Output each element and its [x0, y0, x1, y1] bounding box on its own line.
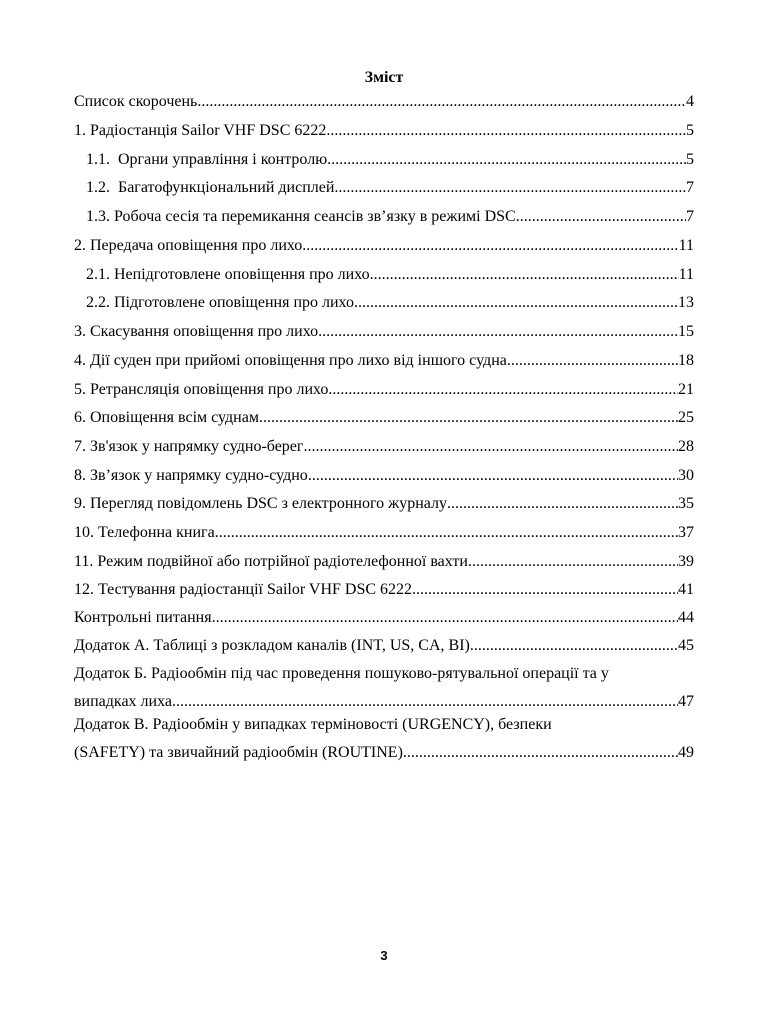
toc-entry-page: 45	[678, 637, 694, 654]
toc-entry[interactable]	[74, 380, 694, 400]
toc-entry-label: 5. Ретрансляція оповіщення про лихо	[74, 381, 329, 398]
dot-leader	[507, 351, 678, 371]
toc-entry[interactable]	[74, 121, 694, 141]
toc-entry-page: 21	[678, 381, 694, 398]
dot-leader	[259, 408, 678, 428]
dot-leader	[370, 265, 679, 285]
toc-entry-label: 12. Тестування радіостанції Sailor VHF DSC 6222	[74, 581, 413, 598]
dot-leader	[328, 380, 678, 400]
toc-entry-label-line1: Додаток Б. Радіообмін під час проведення пошуково-рятувальної операції та у	[74, 665, 609, 682]
toc-entry-label: 8. Зв’язок у напрямку судно-судно	[74, 467, 308, 484]
dot-leader	[412, 580, 678, 600]
toc-entry[interactable]	[74, 494, 694, 514]
dot-leader	[516, 207, 686, 227]
toc-entry-label: 2.2. Підготовлене оповіщення про лихо	[86, 294, 354, 311]
toc-entry[interactable]	[74, 608, 694, 628]
toc-entry[interactable]	[86, 265, 694, 285]
dot-leader	[470, 636, 678, 656]
dot-leader	[197, 92, 686, 112]
dot-leader	[447, 494, 678, 514]
toc-entry[interactable]	[74, 408, 694, 428]
dot-leader	[318, 322, 678, 342]
toc-entry-label: 2. Передача оповіщення про лихо	[74, 237, 303, 254]
toc-entry-page: 18	[678, 352, 694, 369]
toc-entry[interactable]	[74, 322, 694, 342]
toc-entry-page: 25	[678, 409, 694, 426]
dot-leader	[327, 150, 686, 170]
dot-leader	[303, 437, 678, 457]
dot-leader	[468, 552, 678, 572]
toc-entry-page: 15	[678, 323, 694, 340]
toc-entry[interactable]	[86, 178, 694, 198]
toc-entry-page: 4	[686, 93, 694, 110]
toc-entry[interactable]	[74, 523, 694, 543]
toc-entry[interactable]	[86, 293, 694, 313]
toc-entry-label: 7. Зв'язок у напрямку судно-берег	[74, 438, 304, 455]
toc-entry-label: 6. Оповіщення всім суднам	[74, 409, 259, 426]
toc-entry-page: 13	[678, 294, 694, 311]
toc-entry[interactable]	[74, 92, 694, 112]
toc-entry-label: (SAFETY) та звичайний радіообмін (ROUTINE)	[74, 744, 403, 761]
toc-entry-label: Контрольні питання	[74, 609, 212, 626]
toc-entry-label: 1. Радіостанція Sailor VHF DSC 6222	[74, 122, 327, 139]
toc-entry[interactable]	[74, 437, 694, 457]
toc-entry[interactable]	[86, 150, 694, 170]
dot-leader	[326, 121, 686, 141]
toc-entry-page: 49	[678, 744, 694, 761]
toc-entry-label: 1.1. Органи управління і контролю	[86, 151, 328, 168]
toc-entry-label: Додаток А. Таблиці з розкладом каналів (INT, US, CA, BI)	[74, 637, 470, 654]
toc-entry-page: 28	[678, 438, 694, 455]
toc-entry-label: 9. Перегляд повідомлень DSC з електронного журналу	[74, 495, 447, 512]
toc-entry-page: 35	[678, 495, 694, 512]
toc-entry-page: 5	[686, 151, 694, 168]
toc-entry-page: 11	[678, 266, 694, 283]
dot-leader	[334, 178, 686, 198]
toc-entry-label: випадках лиха	[74, 693, 172, 710]
toc-entry[interactable]	[74, 580, 694, 600]
toc-entry-page: 37	[678, 524, 694, 541]
toc-entry-label: 4. Дії суден при прийомі оповіщення про лихо від іншого судна	[74, 352, 507, 369]
dot-leader	[403, 743, 678, 763]
toc-entry[interactable]	[74, 236, 694, 256]
toc-entry[interactable]	[74, 636, 694, 656]
toc-entry-page: 7	[686, 208, 694, 225]
dot-leader	[172, 692, 678, 712]
toc-entry-label: 11. Режим подвійної або потрійної радіотелефонної вахти	[74, 553, 468, 570]
toc-entry-label-line1: Додаток В. Радіообмін у випадках терміновості (URGENCY), безпеки	[74, 716, 552, 733]
toc-entry-label: Список скорочень	[74, 93, 198, 110]
toc-entry-page: 41	[678, 581, 694, 598]
dot-leader	[302, 236, 678, 256]
toc-entry-page: 7	[686, 179, 694, 196]
toc-entry-page: 39	[678, 553, 694, 570]
toc-entry-label: 1.2. Багатофункціональний дисплей	[86, 179, 335, 196]
toc-entry-page: 44	[678, 609, 694, 626]
toc-entry-page: 11	[678, 237, 694, 254]
toc-entry-page: 30	[678, 467, 694, 484]
toc-entry-label: 2.1. Непідготовлене оповіщення про лихо	[86, 266, 370, 283]
toc-entry[interactable]	[74, 664, 694, 712]
toc-entry[interactable]	[74, 466, 694, 486]
toc-entry[interactable]	[86, 207, 694, 227]
dot-leader	[354, 293, 678, 313]
toc-entry[interactable]	[74, 351, 694, 371]
toc-entry[interactable]	[74, 715, 694, 763]
dot-leader	[215, 523, 678, 543]
toc-entry-label: 3. Скасування оповіщення про лихо	[74, 323, 319, 340]
toc-entry[interactable]	[74, 552, 694, 572]
toc-title: Зміст	[364, 69, 404, 86]
page-number: 3	[380, 948, 388, 963]
toc-entry-page: 5	[686, 122, 694, 139]
toc-entry-label: 10. Телефонна книга	[74, 524, 215, 541]
dot-leader	[212, 608, 678, 628]
dot-leader	[308, 466, 678, 486]
toc-entry-label: 1.3. Робоча сесія та перемикання сеансів зв’язку в режимі DSC	[86, 208, 516, 225]
toc-entry-page: 47	[678, 693, 694, 710]
